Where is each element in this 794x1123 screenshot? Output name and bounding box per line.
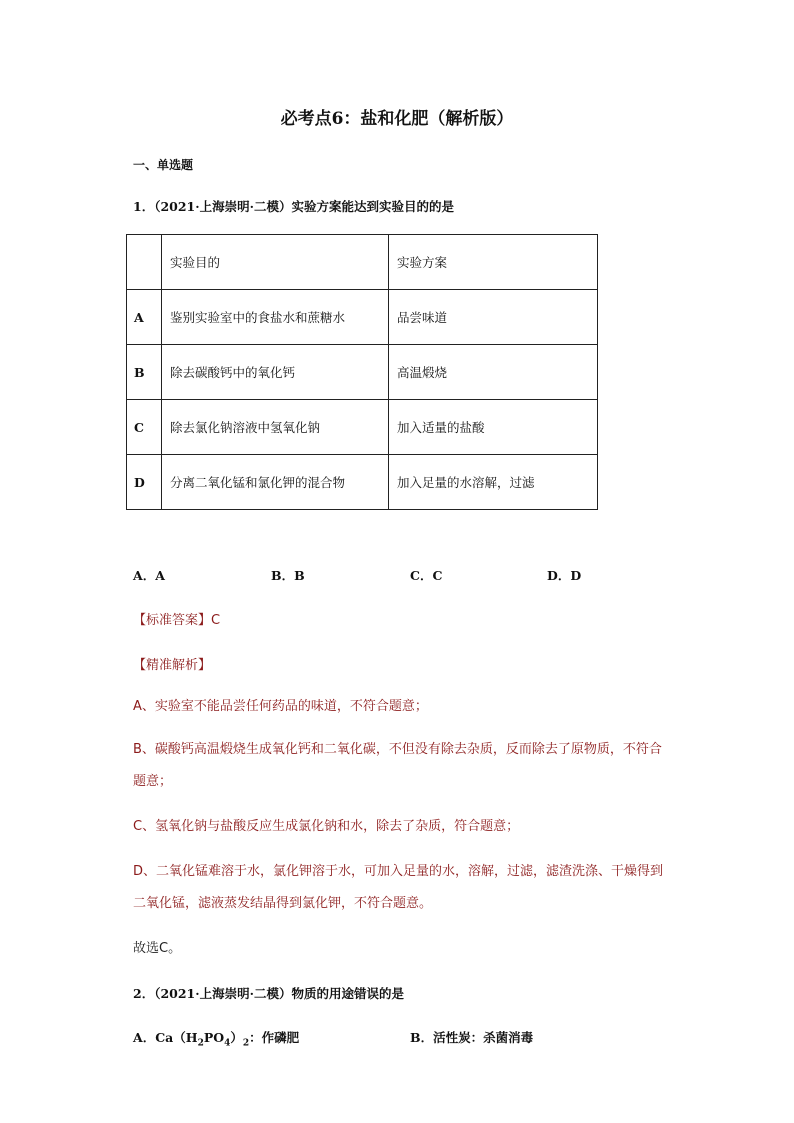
table-row-label: D: [127, 455, 162, 510]
table-cell-plan: 高温煅烧: [389, 345, 598, 400]
answer-value: C: [211, 613, 221, 628]
table-cell-goal: 鉴别实验室中的食盐水和蔗糖水: [162, 290, 389, 345]
table-row: [127, 400, 598, 455]
table-row: [127, 345, 598, 400]
table-row-label: B: [127, 345, 162, 400]
formula-subscript: 2: [242, 1038, 250, 1049]
formula-subscript: 4: [224, 1038, 231, 1049]
explanation-c: C、氢氧化钠与盐酸反应生成氯化钠和水，除去了杂质，符合题意；: [133, 819, 520, 834]
choice-b[interactable]: B．B: [271, 568, 305, 583]
table-cell-plan: 加入适量的盐酸: [389, 400, 598, 455]
experiment-table: [126, 234, 598, 510]
conclusion: 故选C。: [133, 941, 182, 956]
bracket-close: 】: [198, 658, 212, 673]
answer-tag: 标准答案: [146, 613, 199, 628]
bracket-open: 【: [133, 613, 147, 628]
formula-subscript: 2: [197, 1038, 204, 1049]
formula-close: ）: [230, 1030, 243, 1045]
choice-d[interactable]: D．D: [547, 568, 582, 583]
question-2-option-b[interactable]: B．活性炭：杀菌消毒: [410, 1030, 534, 1045]
question-1-stem: 1．（2021·上海崇明·二模）实验方案能达到实验目的的是: [133, 199, 454, 214]
table-cell-plan: 品尝味道: [389, 290, 598, 345]
analysis-tag: 精准解析: [146, 658, 199, 673]
bracket-close: 】: [198, 613, 212, 628]
table-header-row: [127, 235, 598, 290]
formula-suffix: ：作磷肥: [249, 1030, 300, 1045]
explanation-b: B、碳酸钙高温煅烧生成氧化钙和二氧化碳，不但没有除去杂质，反而除去了原物质，不符合题意；: [133, 742, 662, 789]
formula-mid: PO: [203, 1030, 225, 1045]
table-row: [127, 455, 598, 510]
analysis-heading: [133, 654, 211, 673]
table-cell-goal: 除去碳酸钙中的氧化钙: [162, 345, 389, 400]
table-cell: [127, 235, 162, 290]
table-row-label: C: [127, 400, 162, 455]
table-cell-plan: 加入足量的水溶解，过滤: [389, 455, 598, 510]
choice-a[interactable]: A．A: [133, 568, 165, 583]
table-header-goal: 实验目的: [162, 235, 389, 290]
question-2-stem: 2．（2021·上海崇明·二模）物质的用途错误的是: [133, 986, 404, 1001]
page-title: 必考点6：盐和化肥（解析版）: [280, 109, 514, 129]
explanation-d: D、二氧化锰难溶于水，氯化钾溶于水，可加入足量的水，溶解，过滤，滤渣洗涤、干燥得到二氧化锰，滤液蒸发结晶得到氯化钾，不符合题意。: [133, 864, 664, 911]
explanation-a: A、实验室不能品尝任何药品的味道，不符合题意；: [133, 699, 428, 714]
question-2-option-a[interactable]: [133, 1028, 299, 1049]
table-row: [127, 290, 598, 345]
choice-c[interactable]: C．C: [410, 568, 443, 583]
section-heading: 一、单选题: [133, 158, 194, 172]
table-row-label: A: [127, 290, 162, 345]
answer-line: [133, 609, 220, 628]
bracket-open: 【: [133, 658, 147, 673]
table-header-plan: 实验方案: [389, 235, 598, 290]
table-cell-goal: 分离二氧化锰和氯化钾的混合物: [162, 455, 389, 510]
table-cell-goal: 除去氯化钠溶液中氢氧化钠: [162, 400, 389, 455]
formula-prefix: A．Ca（H: [133, 1030, 198, 1045]
